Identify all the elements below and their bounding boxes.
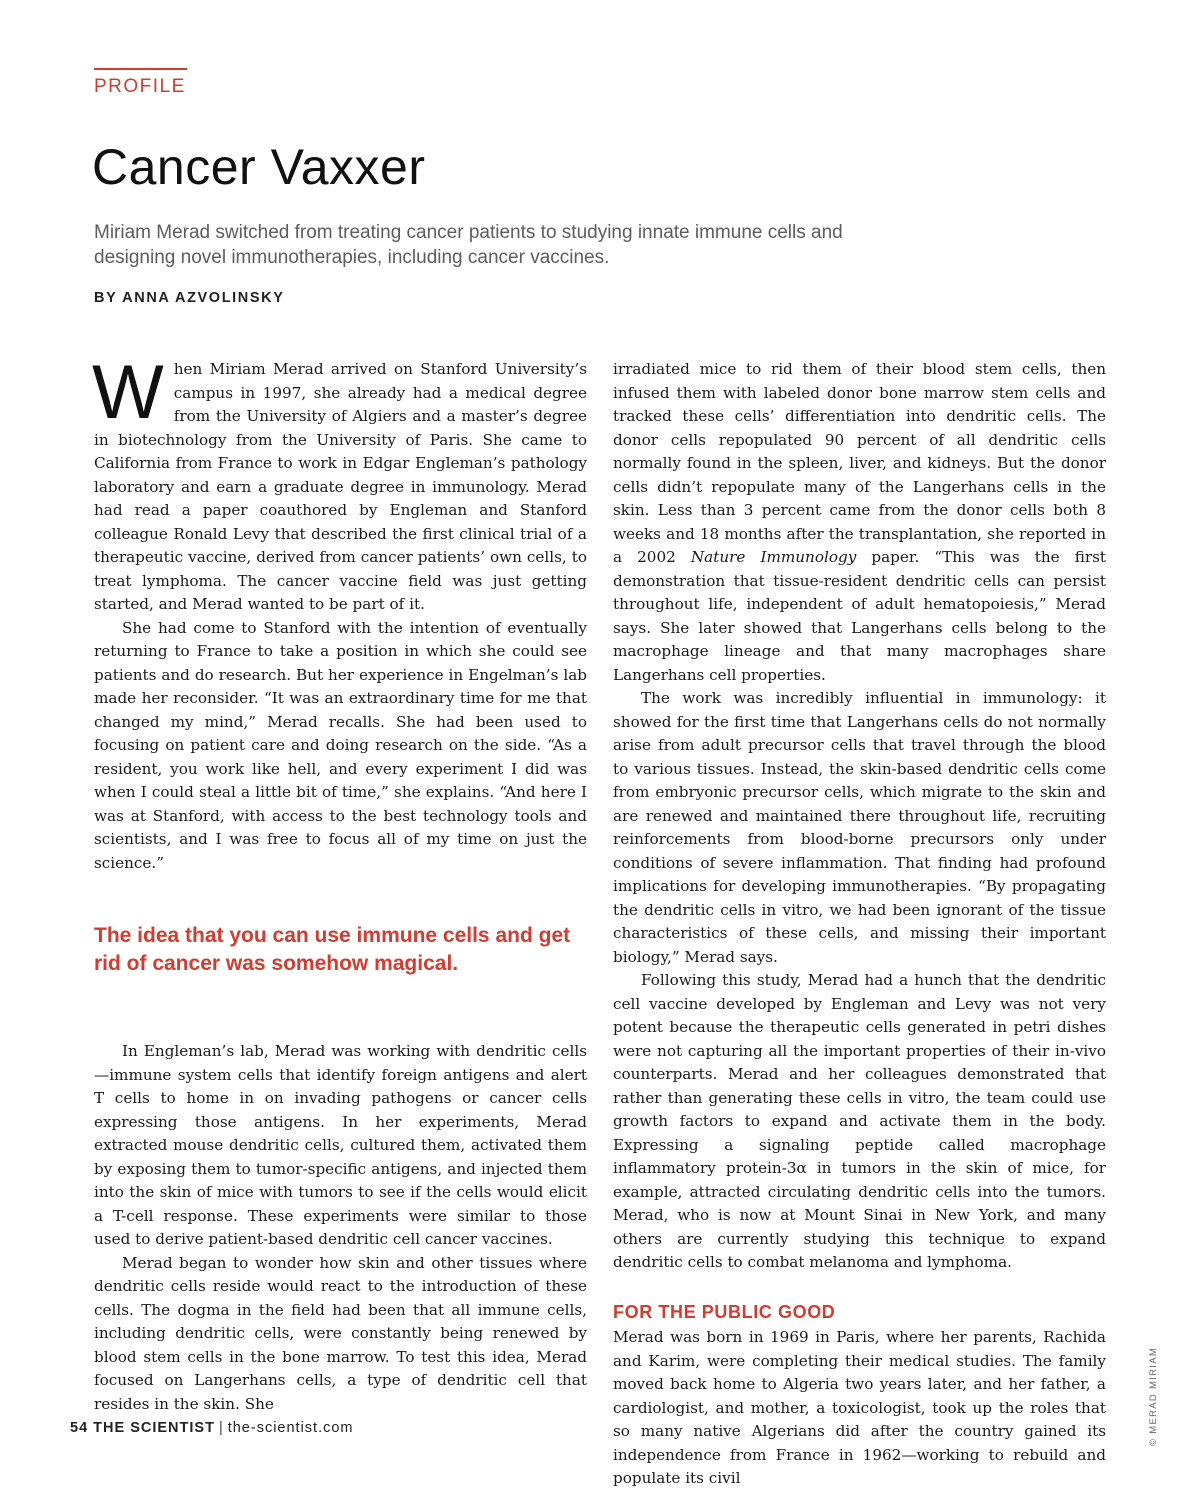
byline: BY ANNA AZVOLINSKY bbox=[94, 290, 285, 306]
footer-separator: | bbox=[218, 1420, 224, 1436]
footer-url[interactable]: the-scientist.com bbox=[227, 1420, 354, 1436]
page-number: 54 bbox=[70, 1420, 89, 1436]
section-subhead: FOR THE PUBLIC GOOD bbox=[613, 1301, 836, 1322]
photo-credit: © MERAD MIRIAM bbox=[1148, 1346, 1159, 1446]
magazine-name: THE SCIENTIST bbox=[93, 1420, 215, 1436]
body-paragraph: The work was incredibly influential in immunology: it showed for the first time that Langerhans cells do not normally arise from adult precursor cells that travel through the blood to various tissues. Instead, the skin-based dendritic cells come from embryonic precursor cells, which migrate to the skin and are renewed and maintained there throughout life, recruiting reinforcements from blood-borne precursors only under conditions of severe inflammation. That finding had profound implications for developing immunotherapies. “By propagating the dendritic cells in vitro, we had been ignorant of the tissue characteristics of these cells, and missing their important biology,” Merad says. bbox=[613, 689, 1106, 966]
paragraph-text: hen Miriam Merad arrived on Stanford University’s campus in 1997, she already had a medical degree from the University of Algiers and a master’s degree in biotechnology from the University of Paris. She came to California from France to work in Edgar Engleman’s pathology laboratory and earn a graduate degree in immunology. Merad had read a paper coauthored by Engleman and Stanford colleague Ronald Levy that described the first clinical trial of a therapeutic vaccine, derived from cancer patients’ own cells, to treat lymphoma. The cancer vaccine field was just getting started, and Merad wanted to be part of it. bbox=[94, 360, 587, 613]
left-column-top bbox=[92, 350, 587, 875]
body-paragraph: Following this study, Merad had a hunch that the dendritic cell vaccine developed by Engleman and Levy was not very potent because the therapeutic cells generated in petri dishes were not capturing all the important properties of their in-vivo counterparts. Merad and her colleagues demonstrated that rather than generating these cells in vitro, the team could use growth factors to expand and activate them in the body. Expressing a signaling peptide called macrophage inflammatory protein-3α in tumors in the skin of mice, for example, attracted circulating dendritic cells into the tumors. Merad, who is now at Mount Sinai in New York, and many others are currently studying this technique to expand dendritic cells to combat melanoma and lymphoma. bbox=[613, 971, 1106, 1271]
article-dek: Miriam Merad switched from treating cancer patients to studying innate immune cells and designing novel immunotherapies, including cancer vaccines. bbox=[94, 222, 843, 268]
pull-quote: The idea that you can use immune cells and get rid of cancer was somehow magical. bbox=[94, 924, 571, 975]
paragraph-text: paper. “This was the first demonstration that tissue-resident dendritic cells can persist throughout life, independent of adult hematopoiesis,” Merad says. She later showed that Langerhans cells belong to the macrophage lineage and that many macrophages share Langerhans cell properties. bbox=[613, 548, 1106, 684]
body-paragraph: Merad was born in 1969 in Paris, where her parents, Rachida and Karim, were completing their medical studies. The family moved back home to Algeria two years later, and her father, a cardiologist, and mother, a toxicologist, took up the roles that so many native Algerians did after the country gained its independence from France in 1962—working to rebuild and populate its civil bbox=[613, 1328, 1106, 1487]
page-footer bbox=[70, 1420, 354, 1436]
body-paragraph bbox=[92, 350, 587, 617]
body-paragraph: She had come to Stanford with the intention of eventually returning to France to take a position in which she could see patients and do research. But her experience in Engelman’s lab made her reconsider. “It was an extraordinary time for me that changed my mind,” Merad recalls. She had been used to focusing on patient care and doing research on the side. “As a resident, you work like hell, and every experiment I did was when I could steal a little bit of time,” she explains. “And here I was at Stanford, with access to the best technology tools and scientists, and I was free to focus all of my time on just the science.” bbox=[94, 618, 587, 872]
journal-title: Nature Immunology bbox=[690, 548, 857, 566]
left-column-bottom bbox=[94, 1040, 587, 1416]
section-rule bbox=[94, 68, 187, 70]
body-paragraph bbox=[613, 358, 1106, 687]
body-paragraph: Merad began to wonder how skin and other tissues where dendritic cells reside would react to the introduction of these cells. The dogma in the field had been that all immune cells, including dendritic cells, were constantly being renewed by blood stem cells in the bone marrow. To test this idea, Merad focused on Langerhans cells, a type of dendritic cell that resides in the skin. She bbox=[94, 1253, 587, 1413]
body-paragraph: In Engleman’s lab, Merad was working with dendritic cells—immune system cells that identify foreign antigens and alert T cells to home in on invading pathogens or cancer cells expressing those antigens. In her experiments, Merad extracted mouse dendritic cells, cultured them, activated them by exposing them to tumor-specific antigens, and injected them into the skin of mice with tumors to see if the cells would elicit a T-cell response. These experiments were similar to those used to derive patient-based dendritic cell cancer vaccines. bbox=[94, 1042, 587, 1248]
paragraph-text: irradiated mice to rid them of their blood stem cells, then infused them with labeled donor bone marrow stem cells and tracked these cells’ differentiation into dendritic cells. The donor cells repopulated 90 percent of all dendritic cells normally found in the spleen, liver, and kidneys. But the donor cells didn’t repopulate many of the Langerhans cells in the skin. Less than 3 percent came from the donor cells both 8 weeks and 18 months after the transplantation, she reported in a 2002 bbox=[613, 360, 1106, 566]
section-label: PROFILE bbox=[94, 76, 186, 97]
article-title: Cancer Vaxxer bbox=[92, 139, 426, 195]
right-column bbox=[613, 358, 1106, 1491]
drop-cap: W bbox=[92, 350, 164, 435]
